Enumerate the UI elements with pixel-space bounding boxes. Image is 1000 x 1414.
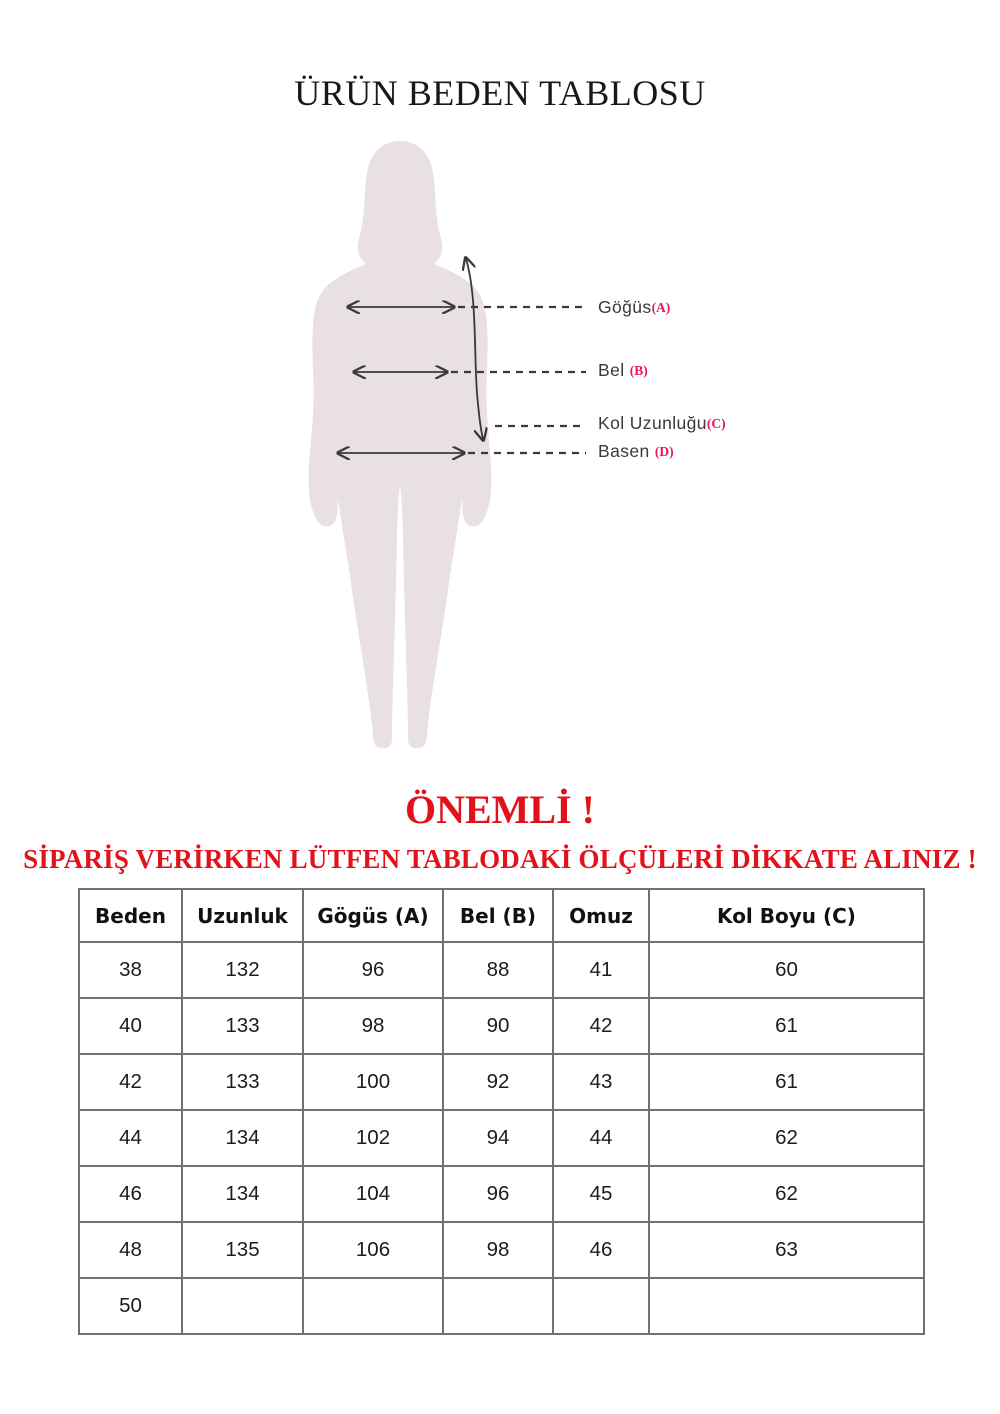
table-row (79, 1110, 924, 1166)
col-header-omuz: Omuz (553, 889, 649, 942)
label-chest (598, 297, 670, 318)
table-cell: 133 (182, 998, 303, 1054)
table-row (79, 942, 924, 998)
table-cell: 88 (443, 942, 553, 998)
important-heading: ÖNEMLİ ! (405, 787, 595, 832)
size-table-body (79, 942, 924, 1334)
table-cell: 42 (79, 1054, 182, 1110)
body-silhouette (309, 141, 492, 748)
col-header-beden: Beden (79, 889, 182, 942)
table-cell: 134 (182, 1166, 303, 1222)
table-header-row (79, 889, 924, 942)
table-row (79, 1278, 924, 1334)
table-cell (553, 1278, 649, 1334)
table-cell: 90 (443, 998, 553, 1054)
table-row (79, 1222, 924, 1278)
table-row (79, 998, 924, 1054)
table-cell (649, 1278, 924, 1334)
table-cell: 45 (553, 1166, 649, 1222)
table-cell: 46 (553, 1222, 649, 1278)
table-row (79, 1166, 924, 1222)
table-row (79, 1054, 924, 1110)
table-cell: 46 (79, 1166, 182, 1222)
table-cell: 104 (303, 1166, 443, 1222)
table-cell: 61 (649, 998, 924, 1054)
table-cell: 44 (553, 1110, 649, 1166)
label-chest-code: (A) (651, 300, 671, 315)
label-arm-length (598, 413, 726, 434)
table-cell: 98 (303, 998, 443, 1054)
table-cell: 94 (443, 1110, 553, 1166)
table-cell: 41 (553, 942, 649, 998)
col-header-bel: Bel (B) (443, 889, 553, 942)
table-cell: 63 (649, 1222, 924, 1278)
table-cell: 50 (79, 1278, 182, 1334)
table-cell: 132 (182, 942, 303, 998)
table-cell: 48 (79, 1222, 182, 1278)
size-table (78, 888, 925, 1335)
label-waist (598, 360, 648, 381)
table-cell: 133 (182, 1054, 303, 1110)
table-cell: 96 (443, 1166, 553, 1222)
table-cell: 98 (443, 1222, 553, 1278)
table-cell (443, 1278, 553, 1334)
label-hip (598, 441, 674, 462)
table-cell: 106 (303, 1222, 443, 1278)
table-cell: 38 (79, 942, 182, 998)
table-cell: 62 (649, 1110, 924, 1166)
table-cell: 43 (553, 1054, 649, 1110)
table-cell: 42 (553, 998, 649, 1054)
table-cell: 61 (649, 1054, 924, 1110)
table-cell: 44 (79, 1110, 182, 1166)
col-header-kol-boyu: Kol Boyu (C) (649, 889, 924, 942)
label-hip-text: Basen (598, 441, 655, 461)
col-header-gogus: Gögüs (A) (303, 889, 443, 942)
table-cell: 92 (443, 1054, 553, 1110)
table-cell (182, 1278, 303, 1334)
col-header-uzunluk: Uzunluk (182, 889, 303, 942)
table-cell: 135 (182, 1222, 303, 1278)
table-cell: 96 (303, 942, 443, 998)
table-cell: 134 (182, 1110, 303, 1166)
label-hip-code: (D) (654, 444, 674, 459)
label-chest-text: Göğüs (598, 297, 652, 317)
label-waist-code: (B) (629, 363, 648, 378)
table-cell: 100 (303, 1054, 443, 1110)
label-arm-length-code: (C) (706, 416, 726, 431)
table-cell (303, 1278, 443, 1334)
page-title: ÜRÜN BEDEN TABLOSU (294, 73, 706, 113)
table-cell: 102 (303, 1110, 443, 1166)
table-cell: 40 (79, 998, 182, 1054)
table-cell: 62 (649, 1166, 924, 1222)
table-cell: 60 (649, 942, 924, 998)
label-waist-text: Bel (598, 360, 630, 380)
order-warning-text: SİPARİŞ VERİRKEN LÜTFEN TABLODAKİ ÖLÇÜLERİ DİKKATE ALINIZ ! (23, 844, 977, 874)
label-arm-length-text: Kol Uzunluğu (598, 413, 707, 433)
